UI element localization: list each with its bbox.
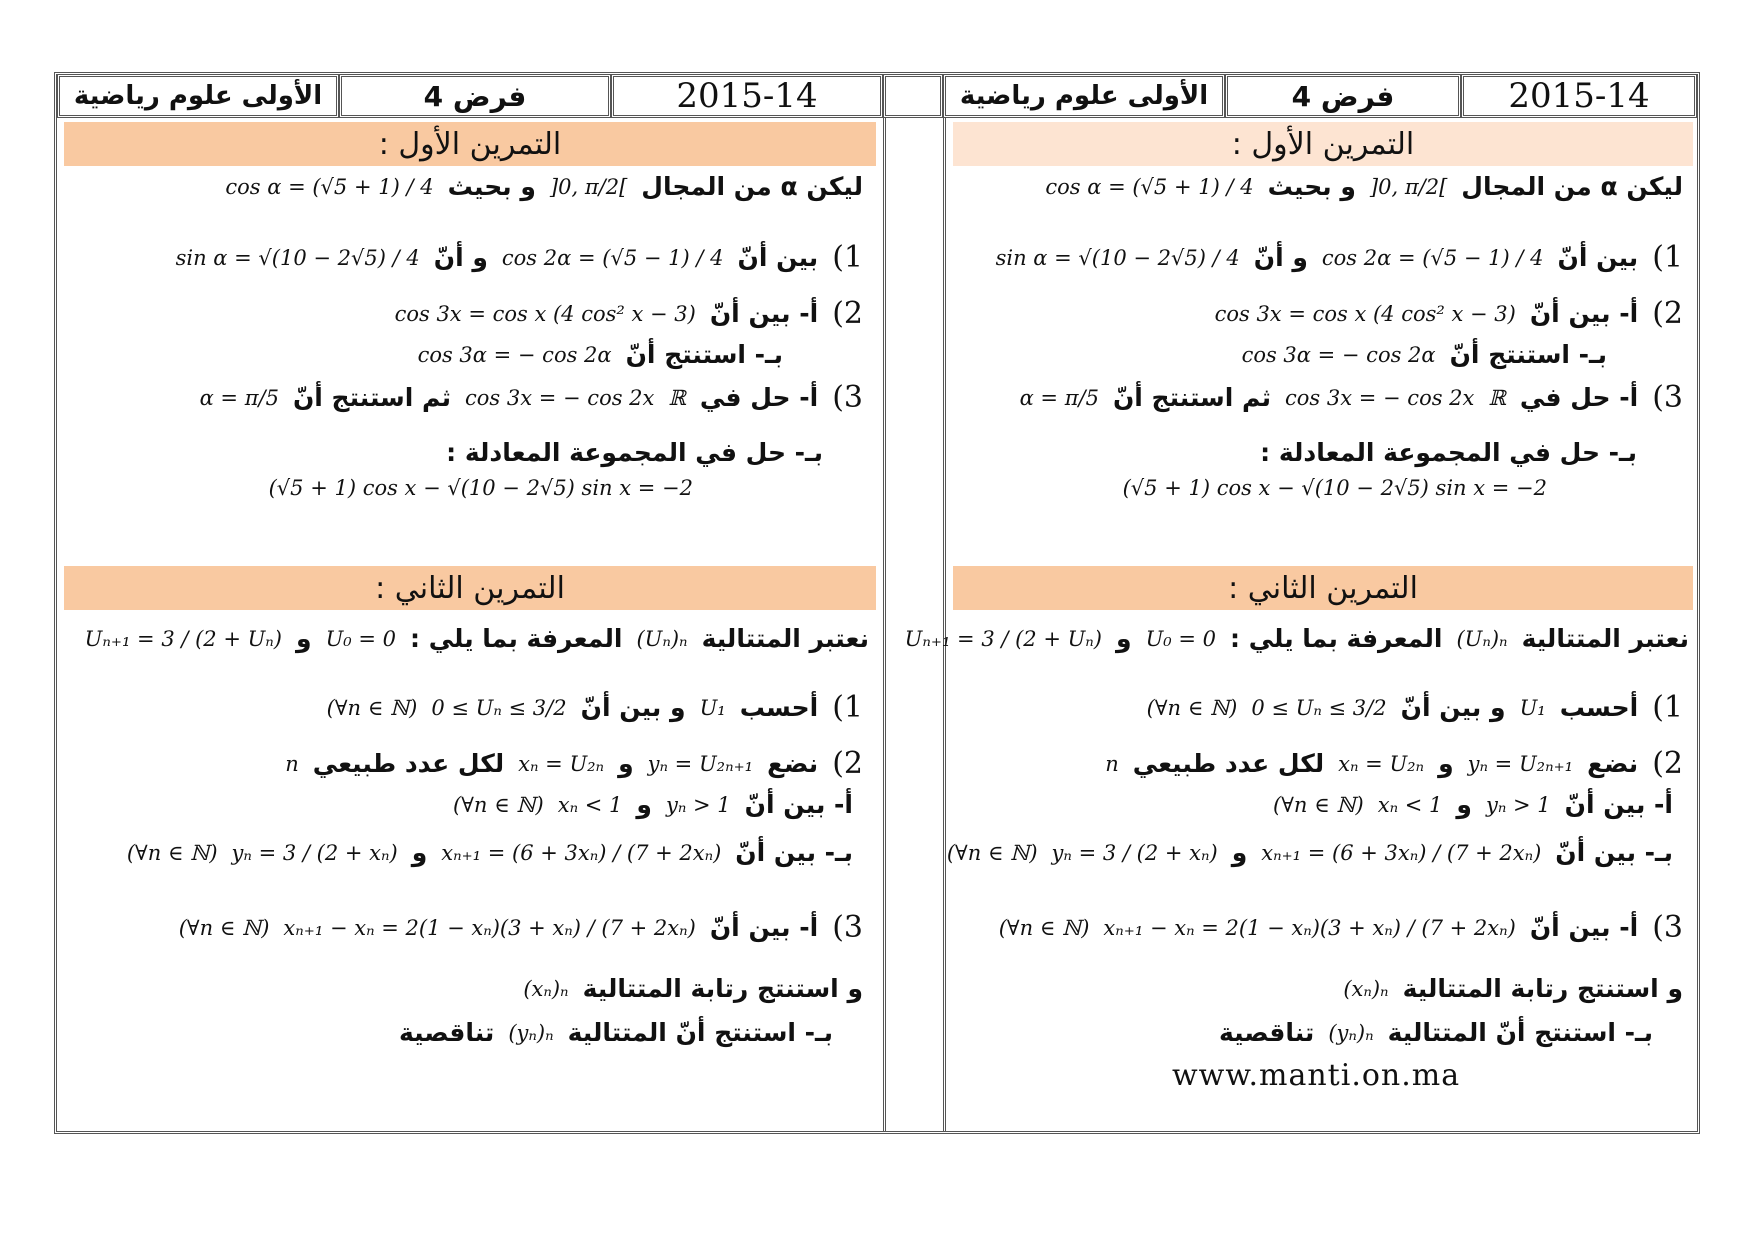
ex1-q1-number: 1) xyxy=(832,240,863,275)
header-level-right: الأولى علوم رياضية xyxy=(943,74,1225,118)
ex2-q2a-y: yₙ > 1 xyxy=(665,792,731,817)
ex1-q1-text-right: بين أنّ xyxy=(1557,243,1639,272)
ex2-q2b-x: xₙ₊₁ = (6 + 3xₙ) / (7 + 2xₙ) xyxy=(441,840,722,865)
ex2-q3a-seq-x-right: (xₙ)ₙ xyxy=(1343,976,1389,1001)
header-level-left: الأولى علوم رياضية xyxy=(57,74,339,118)
ex2-q1 xyxy=(327,690,863,725)
ex1-q3b-formula-right: (√5 + 1) cos x − √(10 − 2√5) sin x = −2 xyxy=(1122,476,1547,500)
ex1-q2b xyxy=(418,340,783,369)
ex1-q3a-text: أ- حل في xyxy=(699,383,819,412)
ex1-q1-formula-cos2a: cos 2α = (√5 − 1) / 4 xyxy=(501,245,724,270)
ex2-q3b-text-right: بـ- استنتج أنّ المتتالية xyxy=(1387,1018,1653,1047)
ex1-q3a-reals: ℝ xyxy=(668,385,686,410)
ex1-intro-text: ليكن α من المجال xyxy=(641,172,863,201)
ex1-q2a-formula-right: cos 3x = cos x (4 cos² x − 3) xyxy=(1214,301,1516,326)
ex2-q2-x-right: xₙ = U₂ₙ xyxy=(1338,751,1425,776)
exercise-2-title: التمرين الثاني : xyxy=(64,566,876,610)
ex2-intro-text-right: نعتبر المتتالية xyxy=(1521,624,1689,653)
ex1-and-such-right: و بحيث xyxy=(1267,172,1356,201)
ex2-q2b-text-right: بـ- بين أنّ xyxy=(1555,838,1673,867)
ex1-q3a-then: ثم استنتج أنّ xyxy=(292,383,452,412)
ex2-q3b xyxy=(399,1018,833,1047)
ex2-q3a-formula: xₙ₊₁ − xₙ = 2(1 − xₙ)(3 + xₙ) / (7 + 2xₙ) xyxy=(283,915,696,940)
ex1-q3a-formula: α = π/5 xyxy=(199,385,279,410)
right-column xyxy=(904,118,1697,1130)
ex1-q1-formula-sina: sin α = √(10 − 2√5) / 4 xyxy=(175,245,420,270)
ex2-q2b-y-right: yₙ = 3 / (2 + xₙ) xyxy=(1051,840,1218,865)
ex2-and-right: و xyxy=(1116,624,1132,653)
ex2-q1-u1: U₁ xyxy=(699,695,726,720)
ex2-q2-n-right: n xyxy=(1105,751,1119,776)
ex2-q3b-text: بـ- استنتج أنّ المتتالية xyxy=(567,1018,833,1047)
ex1-q3a-text-right: أ- حل في xyxy=(1519,383,1639,412)
ex2-q3-number: 3) xyxy=(832,910,863,945)
ex2-q3a-formula-right: xₙ₊₁ − xₙ = 2(1 − xₙ)(3 + xₙ) / (7 + 2xₙ) xyxy=(1103,915,1516,940)
ex2-q2-number-right: 2) xyxy=(1652,746,1683,781)
exercise-1-title: التمرين الأول : xyxy=(64,122,876,166)
ex2-q3a xyxy=(179,910,863,945)
ex1-q3b-formula-row-right xyxy=(1123,476,1547,500)
ex1-interval: ]0, π/2[ xyxy=(549,174,628,199)
ex2-q2-x: xₙ = U₂ₙ xyxy=(518,751,605,776)
ex2-defined: المعرفة بما يلي : xyxy=(410,624,623,653)
ex1-q3b-formula-row xyxy=(269,476,693,500)
ex1-q1-and: و أنّ xyxy=(433,243,488,272)
ex1-q2-number: 2) xyxy=(832,296,863,331)
ex2-q3b-seq-y: (yₙ)ₙ xyxy=(508,1020,554,1045)
ex2-q1-quantifier: (∀n ∈ ℕ) xyxy=(326,695,418,720)
ex2-q1-quantifier-right: (∀n ∈ ℕ) xyxy=(1146,695,1238,720)
ex1-q3b-text-right: بـ- حل في المجموعة المعادلة : xyxy=(1260,438,1637,467)
ex1-q2b-text-right: بـ- استنتج أنّ xyxy=(1449,340,1607,369)
ex1-q1-formula-cos2a-right: cos 2α = (√5 − 1) / 4 xyxy=(1321,245,1544,270)
ex2-q2a-quantifier: (∀n ∈ ℕ) xyxy=(453,792,544,817)
ex1-q3a-then-right: ثم استنتج أنّ xyxy=(1112,383,1272,412)
ex1-q2a-text: أ- بين أنّ xyxy=(709,299,819,328)
ex1-cos-alpha: cos α = (√5 + 1) / 4 xyxy=(225,174,434,199)
ex1-q1-number-right: 1) xyxy=(1652,240,1683,275)
ex2-q2b-right xyxy=(947,838,1673,867)
ex1-q2a-formula: cos 3x = cos x (4 cos² x − 3) xyxy=(394,301,696,326)
ex1-q2a-text-right: أ- بين أنّ xyxy=(1529,299,1639,328)
ex2-q1-mid: و بين أنّ xyxy=(580,693,686,722)
ex2-q3a-quantifier-right: (∀n ∈ ℕ) xyxy=(998,915,1090,940)
ex2-intro-right xyxy=(905,624,1689,653)
column-divider-left xyxy=(883,118,886,1132)
ex2-u0-right: U₀ = 0 xyxy=(1145,626,1216,651)
ex2-q1-mid-right: و بين أنّ xyxy=(1400,693,1506,722)
ex2-q2-each: لكل عدد طبيعي xyxy=(312,749,505,778)
header-exam-left: فرض 4 xyxy=(339,74,611,118)
ex2-recurrence: Uₙ₊₁ = 3 / (2 + Uₙ) xyxy=(84,626,283,651)
ex2-q3-number-right: 3) xyxy=(1652,910,1683,945)
ex1-q1-formula-sina-right: sin α = √(10 − 2√5) / 4 xyxy=(995,245,1240,270)
ex2-q2a-y-right: yₙ > 1 xyxy=(1485,792,1551,817)
ex2-q2-y-right: yₙ = U₂ₙ₊₁ xyxy=(1467,751,1574,776)
ex2-q3b-right xyxy=(1219,1018,1653,1047)
ex2-q2-each-right: لكل عدد طبيعي xyxy=(1132,749,1325,778)
ex1-q1-right xyxy=(996,240,1683,275)
ex1-q2b-text: بـ- استنتج أنّ xyxy=(625,340,783,369)
ex1-and-such: و بحيث xyxy=(447,172,536,201)
ex1-q3a xyxy=(200,380,863,415)
ex2-q2b-y: yₙ = 3 / (2 + xₙ) xyxy=(231,840,398,865)
ex1-q1-and-right: و أنّ xyxy=(1253,243,1308,272)
ex2-q3a-seq-x: (xₙ)ₙ xyxy=(523,976,569,1001)
header-year-right: 2015-14 xyxy=(1461,74,1697,118)
ex1-q2b-formula: cos 3α = − cos 2α xyxy=(417,342,612,367)
ex2-q2-number: 2) xyxy=(832,746,863,781)
ex2-q2a-text: أ- بين أنّ xyxy=(744,790,853,819)
ex2-q2-y: yₙ = U₂ₙ₊₁ xyxy=(647,751,754,776)
ex2-q3a-cont-text: و استنتج رتابة المتتالية xyxy=(582,974,863,1003)
ex2-q3b-seq-y-right: (yₙ)ₙ xyxy=(1328,1020,1374,1045)
ex1-intro-text-right: ليكن α من المجال xyxy=(1461,172,1683,201)
exercise-1-title-right: التمرين الأول : xyxy=(953,122,1693,166)
ex1-q2b-formula-right: cos 3α = − cos 2α xyxy=(1241,342,1436,367)
ex1-q3a-equation-right: cos 3x = − cos 2x xyxy=(1285,385,1475,410)
ex2-q3a-cont-right xyxy=(1343,974,1683,1003)
ex2-q3a-quantifier: (∀n ∈ ℕ) xyxy=(178,915,270,940)
ex1-q1-text: بين أنّ xyxy=(737,243,819,272)
ex1-q2a-right xyxy=(1215,296,1683,331)
ex2-q1-text-right: أحسب xyxy=(1559,693,1639,722)
ex2-q2b-x-right: xₙ₊₁ = (6 + 3xₙ) / (7 + 2xₙ) xyxy=(1261,840,1542,865)
ex2-q2-and-right: و xyxy=(1438,749,1454,778)
ex2-q1-formula: 0 ≤ Uₙ ≤ 3/2 xyxy=(431,695,567,720)
ex2-q2-text: نضع xyxy=(767,749,819,778)
ex1-interval-right: ]0, π/2[ xyxy=(1369,174,1448,199)
ex1-q3a-formula-right: α = π/5 xyxy=(1019,385,1099,410)
ex1-q3b-right xyxy=(1260,438,1637,467)
ex2-and: و xyxy=(296,624,312,653)
website-link[interactable]: www.manti.on.ma xyxy=(1172,1058,1461,1093)
ex2-q2 xyxy=(285,746,863,781)
ex2-q2b-text: بـ- بين أنّ xyxy=(735,838,853,867)
ex2-q2b-quantifier: (∀n ∈ ℕ) xyxy=(126,840,218,865)
ex2-q1-u1-right: U₁ xyxy=(1519,695,1546,720)
ex2-intro xyxy=(85,624,869,653)
ex2-q2-and: و xyxy=(618,749,634,778)
ex2-intro-text: نعتبر المتتالية xyxy=(701,624,869,653)
ex2-q2-n: n xyxy=(285,751,299,776)
ex1-q2b-right xyxy=(1242,340,1607,369)
ex2-q2a xyxy=(453,790,853,819)
ex2-defined-right: المعرفة بما يلي : xyxy=(1230,624,1443,653)
ex2-q3b-end-right: تناقصية xyxy=(1218,1018,1315,1047)
ex2-q2b-quantifier-right: (∀n ∈ ℕ) xyxy=(946,840,1038,865)
ex1-q2a xyxy=(395,296,863,331)
ex2-q3a-cont-text-right: و استنتج رتابة المتتالية xyxy=(1402,974,1683,1003)
ex1-intro xyxy=(225,172,863,201)
header-gap xyxy=(883,74,943,118)
ex1-q3b xyxy=(446,438,823,467)
ex1-q3a-right xyxy=(1020,380,1683,415)
ex2-q2a-quantifier-right: (∀n ∈ ℕ) xyxy=(1273,792,1364,817)
ex2-q2b xyxy=(127,838,853,867)
ex2-q2-text-right: نضع xyxy=(1587,749,1639,778)
ex1-q1 xyxy=(176,240,863,275)
ex2-q1-formula-right: 0 ≤ Uₙ ≤ 3/2 xyxy=(1251,695,1387,720)
ex2-seq-u-right: (Uₙ)ₙ xyxy=(1456,626,1508,651)
ex1-q3-number-right: 3) xyxy=(1652,380,1683,415)
ex2-q2-right xyxy=(1105,746,1683,781)
ex2-q1-right xyxy=(1147,690,1683,725)
ex2-q3a-text: أ- بين أنّ xyxy=(709,913,819,942)
ex2-q3b-end: تناقصية xyxy=(398,1018,495,1047)
ex1-q3a-equation: cos 3x = − cos 2x xyxy=(465,385,655,410)
ex2-q1-number: 1) xyxy=(832,690,863,725)
ex2-q3a-right xyxy=(999,910,1683,945)
ex2-q2a-x: xₙ < 1 xyxy=(557,792,623,817)
ex2-q2a-right xyxy=(1273,790,1673,819)
ex2-seq-u: (Uₙ)ₙ xyxy=(636,626,688,651)
ex2-q2a-x-right: xₙ < 1 xyxy=(1377,792,1443,817)
header-year-left: 2015-14 xyxy=(611,74,883,118)
ex2-q1-text: أحسب xyxy=(739,693,819,722)
ex2-recurrence-right: Uₙ₊₁ = 3 / (2 + Uₙ) xyxy=(904,626,1103,651)
left-column xyxy=(57,118,883,1130)
ex1-q3b-formula: (√5 + 1) cos x − √(10 − 2√5) sin x = −2 xyxy=(268,476,693,500)
ex2-q1-number-right: 1) xyxy=(1652,690,1683,725)
ex2-q2b-and-right: و xyxy=(1231,838,1248,867)
ex2-q2a-and-right: و xyxy=(1456,790,1472,819)
ex1-q3b-text: بـ- حل في المجموعة المعادلة : xyxy=(446,438,823,467)
header-exam-right: فرض 4 xyxy=(1225,74,1461,118)
ex2-q2b-and: و xyxy=(411,838,428,867)
ex1-q3-number: 3) xyxy=(832,380,863,415)
ex1-q2-number-right: 2) xyxy=(1652,296,1683,331)
exercise-2-title-right: التمرين الثاني : xyxy=(953,566,1693,610)
ex2-q3a-cont xyxy=(523,974,863,1003)
ex2-q2a-text-right: أ- بين أنّ xyxy=(1564,790,1673,819)
ex2-q3a-text-right: أ- بين أنّ xyxy=(1529,913,1639,942)
ex2-q2a-and: و xyxy=(636,790,652,819)
ex1-cos-alpha-right: cos α = (√5 + 1) / 4 xyxy=(1045,174,1254,199)
ex1-q3a-reals-right: ℝ xyxy=(1488,385,1506,410)
ex1-intro-right xyxy=(1045,172,1683,201)
ex2-u0: U₀ = 0 xyxy=(325,626,396,651)
